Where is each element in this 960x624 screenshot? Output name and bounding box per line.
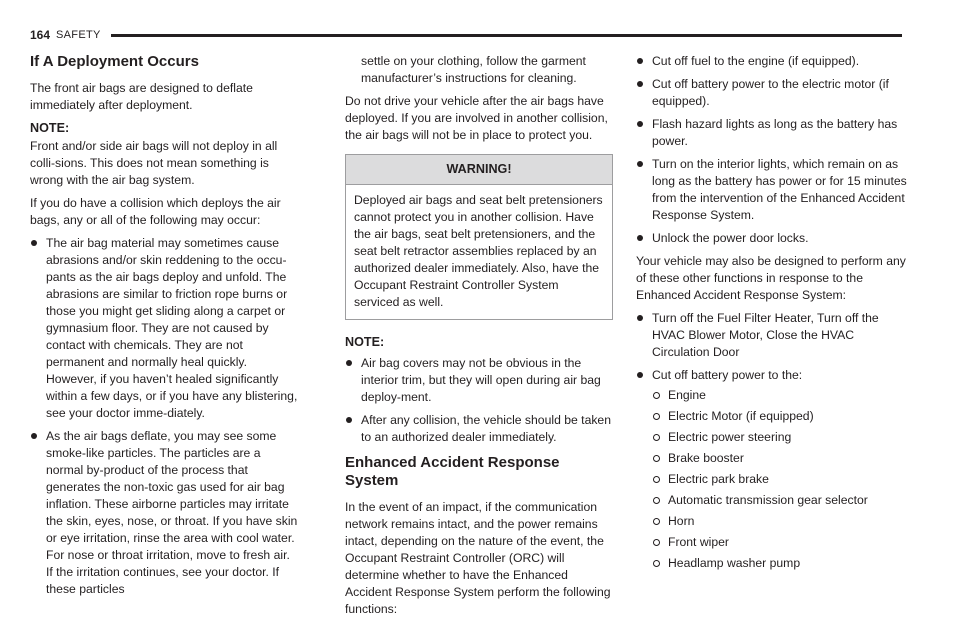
bullet-icon [637,81,643,87]
sub-list-item-text: Brake booster [668,451,744,465]
sub-list-item [652,387,908,404]
note-label: NOTE: [30,121,70,135]
list-item-text: Cut off battery power to the: [652,368,803,382]
circle-bullet-icon [653,497,660,504]
column-3 [636,53,908,578]
header-rule [111,34,902,37]
sub-list-item [652,471,908,488]
list-item [636,53,908,70]
sub-list-item [652,492,908,509]
list-item-text: The air bag material may sometimes cause abrasions and/or skin reddening to the occu-pants as the air bags deploy and unfold. The abrasions are similar to friction rope burns or those you might get sliding along a carpet or gymnasium floor. They are not caused by contact with chemicals. They are not permanent and normally heal quickly. However, if you haven’t healed significantly within a few days, or if you have any blistering, see your doctor imme-diately. [46,236,298,420]
sub-list-item-text: Horn [668,514,695,528]
bullet-icon [637,315,643,321]
list-continuation: settle on your clothing, follow the garment manufacturer’s instructions for cleaning. [361,54,586,85]
page-header [30,27,902,43]
list-item-text: Turn on the interior lights, which remain on as long as the battery has power or for 15 minutes from the intervention of the Enhanced Accident Response System. [652,157,907,222]
sub-list-item-text: Headlamp washer pump [668,556,801,570]
circle-bullet-icon [653,539,660,546]
list-item [636,116,908,150]
list-item [636,310,908,361]
other-functions-paragraph: Your vehicle may also be designed to perform any of these other functions in response to the Enhanced Accident Response System: [636,254,906,302]
column-1 [30,53,298,604]
bullet-icon [637,161,643,167]
sub-list-item-text: Automatic transmission gear selector [668,493,868,507]
section-title: SAFETY [56,29,101,41]
list-item [636,230,908,247]
bullet-icon [346,360,352,366]
circle-bullet-icon [653,413,660,420]
column-2 [345,53,613,624]
intro-paragraph: The front air bags are designed to deflate immediately after deployment. [30,81,253,112]
functions-list [636,53,908,247]
note-text: Front and/or side air bags will not deploy in all colli-sions. This does not mean something is wrong with the air bag system. [30,139,278,187]
note-label: NOTE: [345,335,385,349]
sub-list-item-text: Electric park brake [668,472,769,486]
list-item [636,367,908,572]
sub-list-item-text: Front wiper [668,535,729,549]
sub-list-item [652,513,908,530]
circle-bullet-icon [653,434,660,441]
sub-list-item [652,429,908,446]
page-number: 164 [30,28,51,42]
list-item [636,156,908,224]
bullet-icon [637,235,643,241]
circle-bullet-icon [653,392,660,399]
other-functions-list [636,310,908,572]
warning-title: WARNING! [346,155,612,185]
note-list [345,355,613,446]
sub-list-item [652,555,908,572]
sub-list-item [652,450,908,467]
sub-list-item-text: Electric power steering [668,430,792,444]
list-item [636,76,908,110]
bullet-icon [637,372,643,378]
list-item [345,355,613,406]
list-item [30,235,298,422]
list-item-text: After any collision, the vehicle should be taken to an authorized dealer immediately. [361,413,611,444]
heading-deployment: If A Deployment Occurs [30,53,199,70]
circle-bullet-icon [653,476,660,483]
bullet-icon [637,58,643,64]
sub-list-item [652,408,908,425]
sub-list-item-text: Engine [668,388,706,402]
circle-bullet-icon [653,518,660,525]
sub-list-item [652,534,908,551]
bullet-icon [31,240,37,246]
list-item [30,428,298,598]
list-item-text: Unlock the power door locks. [652,231,809,245]
deployment-effects-list [30,235,298,598]
list-item-text: Flash hazard lights as long as the battery has power. [652,117,898,148]
impact-paragraph: In the event of an impact, if the communication network remains intact, and the power remains intact, depending on the nature of the event, the Occupant Restraint Controller (ORC) will determine whether to have the Enhanced Accident Response System perform the following functions: [345,500,611,616]
list-item-text: Cut off fuel to the engine (if equipped). [652,54,860,68]
bullet-icon [31,433,37,439]
do-not-drive-paragraph: Do not drive your vehicle after the air bags have deployed. If you are involved in another collision, the air bags will not be in place to protect you. [345,94,608,142]
warning-text: Deployed air bags and seat belt pretensioners cannot protect you in another collision. Have the air bags, seat belt pretensioners, and the seat belt retractor assemblies replaced by an authorized dealer immediately. Also, have the Occupant Restraint Controller System serviced as well. [354,193,603,309]
list-item [345,412,613,446]
list-item-text: Cut off battery power to the electric motor (if equipped). [652,77,889,108]
warning-box [345,154,613,320]
list-item-text: Turn off the Fuel Filter Heater, Turn off the HVAC Blower Motor, Close the HVAC Circulation Door [652,311,879,359]
circle-bullet-icon [653,560,660,567]
list-item-text: As the air bags deflate, you may see some smoke-like particles. The particles are a normal by-product of the process that generates the non-toxic gas used for air bag inflation. These airborne particles may irritate the skin, eyes, nose, or throat. If you have skin or eye irritation, rinse the area with cool water. For nose or throat irritation, move to fresh air. If the irritation continues, see your doctor. If these particles [46,429,298,596]
list-item-text: Air bag covers may not be obvious in the interior trim, but they will open during air bag deploy-ment. [361,356,601,404]
bullet-icon [637,121,643,127]
collision-paragraph: If you do have a collision which deploys the air bags, any or all of the following may occur: [30,196,281,227]
battery-cutoff-sublist [652,387,908,572]
circle-bullet-icon [653,455,660,462]
sub-list-item-text: Electric Motor (if equipped) [668,409,814,423]
heading-enhanced-accident-response: Enhanced Accident Response System [345,454,560,489]
bullet-icon [346,417,352,423]
